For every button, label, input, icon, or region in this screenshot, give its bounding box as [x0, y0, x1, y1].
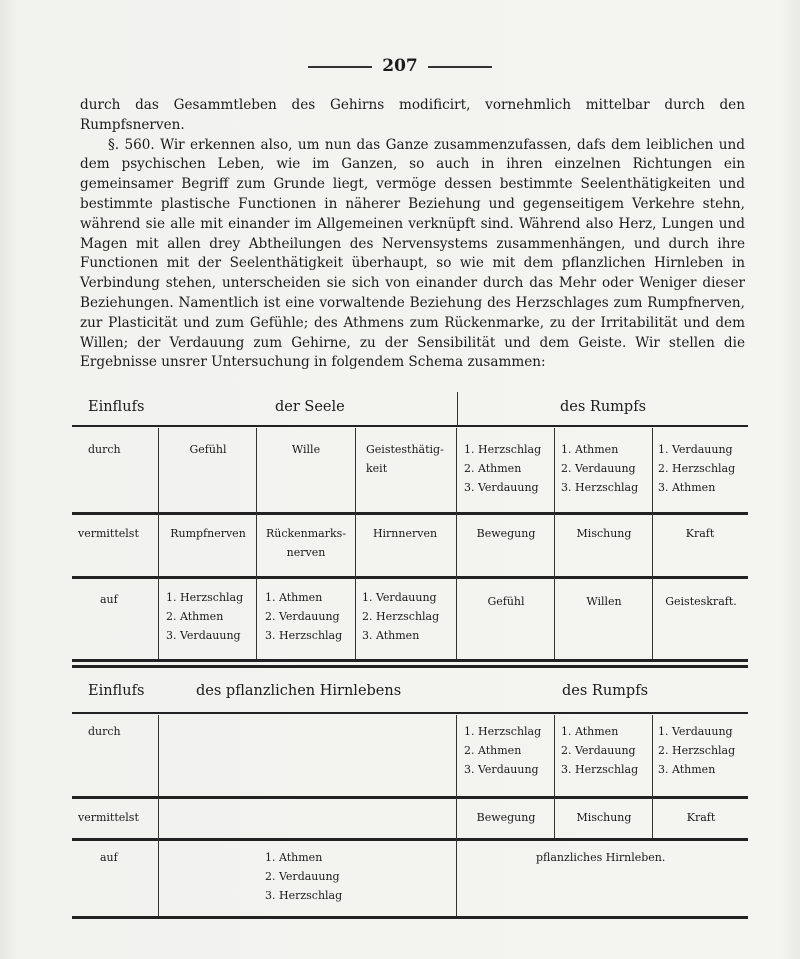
schema2-row2-label: vermittelst — [78, 811, 139, 824]
schema1-row3-list-2 — [265, 588, 342, 645]
list-item: 2. Herzschlag — [362, 610, 440, 623]
schema1-rule-bottom-2 — [72, 665, 748, 668]
schema1-cell-kraft: Kraft — [685, 527, 715, 540]
list-item: 3. Herzschlag — [265, 629, 343, 642]
list-item: 2. Verdauung — [265, 870, 340, 883]
list-item: 3. Herzschlag — [561, 481, 639, 494]
schema2-rule-top — [72, 712, 748, 714]
paragraph-continuation: durch das Gesammtleben des Gehirns modificirt, vornehmlich mittelbar durch den Rumpfsnerven. — [80, 97, 745, 133]
schema2-rule-row1 — [72, 796, 748, 799]
paragraph-560: §. 560. Wir erkennen also, um nun das Ganze zusammenzufassen, dafs dem leiblichen und dem psychischen Leben, wie im Ganzen, so auch in ihren einzelnen Richtungen ein gemeinsamer Begriff zum Grunde liegt, vermöge dessen bestimmte Seelenthätigkeiten und bestimmte plastische Functionen in näherer Beziehung und gegenseitigem Verkehre stehn, während sie alle mit einander im Allgemeinen verknüpft sind. Während also Herz, Lungen und Magen mit allen drey Abtheilungen des Nervensystems zusammenhängen, und durch ihre Functionen mit der Seelenthätigkeit überhaupt, so wie mit dem pflanzlichen Hirnleben in Verbindung stehen, unterscheiden sie sich von einander durch das Mehr oder Weniger dieser Beziehungen. Namentlich ist eine vorwaltende Beziehung des Herzschlages zum Rumpfnerven, zur Plasticität und zum Gefühle; des Athmens zum Rückenmarke, zu der Irritabilität und dem Willen; der Verdauung zum Gehirne, zu der Sensibilität und dem Geiste. Wir stellen die Ergebnisse unsrer Untersuchung in folgendem Schema zusammen: — [80, 136, 745, 371]
schema1-heading-mid: der Seele — [275, 399, 345, 415]
schema1-vline — [158, 428, 159, 659]
list-item: 2. Athmen — [464, 462, 522, 475]
list-item: 1. Athmen — [561, 443, 619, 456]
schema1-row2-label: vermittelst — [78, 527, 139, 540]
schema2-row1-list-1 — [464, 722, 541, 779]
list-item: 1. Verdauung — [658, 725, 733, 738]
list-item: 1. Herzschlag — [464, 443, 542, 456]
schema1-cell-gefuehl-target: Gefühl — [487, 595, 525, 608]
schema1-cell-geisteskraft-target: Geisteskraft. — [665, 595, 737, 608]
body-text — [80, 96, 745, 373]
schema2-vline — [158, 715, 159, 916]
schema1-rule-row2 — [72, 576, 748, 579]
schema2-row1-list-2 — [561, 722, 638, 779]
schema1-row3-list-3 — [362, 588, 439, 645]
list-item: 1. Verdauung — [658, 443, 733, 456]
schema1-cell-willen-target: Willen — [586, 595, 622, 608]
schema1-vline — [256, 428, 257, 659]
schema1-cell-rumpfnerven: Rumpfnerven — [170, 527, 246, 540]
schema2-rule-row2 — [72, 838, 748, 841]
schema1-vline — [652, 428, 653, 659]
schema1-vline — [355, 428, 356, 659]
page-header — [0, 56, 800, 76]
header-rule-left — [308, 66, 372, 68]
list-item: 3. Herzschlag — [561, 763, 639, 776]
schema1-heading-right: des Rumpfs — [560, 399, 647, 415]
schema1-cell-rueckenmarksnerven: Rückenmarks-nerven — [265, 527, 347, 559]
schema2-vline — [554, 715, 555, 838]
schema1-heading-left: Einflufs — [88, 399, 145, 415]
page-number: 207 — [382, 56, 418, 76]
list-item: 3. Verdauung — [166, 629, 241, 642]
schema2-row1-label: durch — [88, 725, 121, 738]
list-item: 1. Herzschlag — [464, 725, 542, 738]
schema2-cell-mischung: Mischung — [576, 811, 632, 824]
schema1-rule-bottom-1 — [72, 659, 748, 662]
schema1-cell-hirnnerven: Hirnnerven — [372, 527, 438, 540]
schema1-cell-mischung: Mischung — [576, 527, 632, 540]
list-item: 2. Herzschlag — [658, 462, 736, 475]
schema1-row3-label: auf — [100, 593, 118, 606]
list-item: 2. Verdauung — [561, 744, 636, 757]
schema1-row1-list-1 — [464, 440, 541, 497]
schema2-vline — [652, 715, 653, 838]
list-item: 1. Athmen — [265, 851, 323, 864]
schema1-cell-gefuehl: Gefühl — [189, 443, 227, 456]
list-item: 3. Herzschlag — [265, 889, 343, 902]
schema2-cell-pflanzliches-hirnleben: pflanzliches Hirnleben. — [536, 851, 666, 864]
list-item: 2. Herzschlag — [658, 744, 736, 757]
list-item: 1. Herzschlag — [166, 591, 244, 604]
list-item: 1. Verdauung — [362, 591, 437, 604]
schema1-rule-top — [72, 425, 748, 427]
schema2-heading-mid: des pflanzlichen Hirnlebens — [196, 683, 402, 699]
schema2-cell-bewegung: Bewegung — [476, 811, 536, 824]
schema2-row3-label: auf — [100, 851, 118, 864]
list-item: 2. Athmen — [464, 744, 522, 757]
schema1-row1-list-2 — [561, 440, 638, 497]
schema2-row3-list — [265, 848, 342, 905]
schema1-row1-list-3 — [658, 440, 735, 497]
list-item: 1. Athmen — [265, 591, 323, 604]
header-rule-right — [428, 66, 492, 68]
list-item: 3. Athmen — [362, 629, 420, 642]
schema1-rule-row1 — [72, 512, 748, 515]
schema2-cell-kraft: Kraft — [686, 811, 716, 824]
list-item: 2. Verdauung — [561, 462, 636, 475]
schema1-row3-list-1 — [166, 588, 243, 645]
schema2-heading-left: Einflufs — [88, 683, 145, 699]
schema1-row1-label: durch — [88, 443, 121, 456]
schema2-row1-list-3 — [658, 722, 735, 779]
list-item: 3. Athmen — [658, 481, 716, 494]
list-item: 2. Verdauung — [265, 610, 340, 623]
schema1-heading-divider — [457, 392, 458, 426]
schema1-cell-wille: Wille — [291, 443, 321, 456]
schema2-heading-right: des Rumpfs — [562, 683, 649, 699]
schema2-vline — [456, 715, 457, 916]
list-item: 1. Athmen — [561, 725, 619, 738]
schema1-vline — [554, 428, 555, 659]
schema2-rule-bottom — [72, 916, 748, 919]
schema1-vline — [456, 428, 457, 659]
list-item: 3. Verdauung — [464, 481, 539, 494]
list-item: 3. Verdauung — [464, 763, 539, 776]
schema1-cell-bewegung: Bewegung — [476, 527, 536, 540]
schema1-cell-geistesthaetigkeit: Geistesthätig-keit — [366, 443, 444, 475]
list-item: 3. Athmen — [658, 763, 716, 776]
list-item: 2. Athmen — [166, 610, 224, 623]
